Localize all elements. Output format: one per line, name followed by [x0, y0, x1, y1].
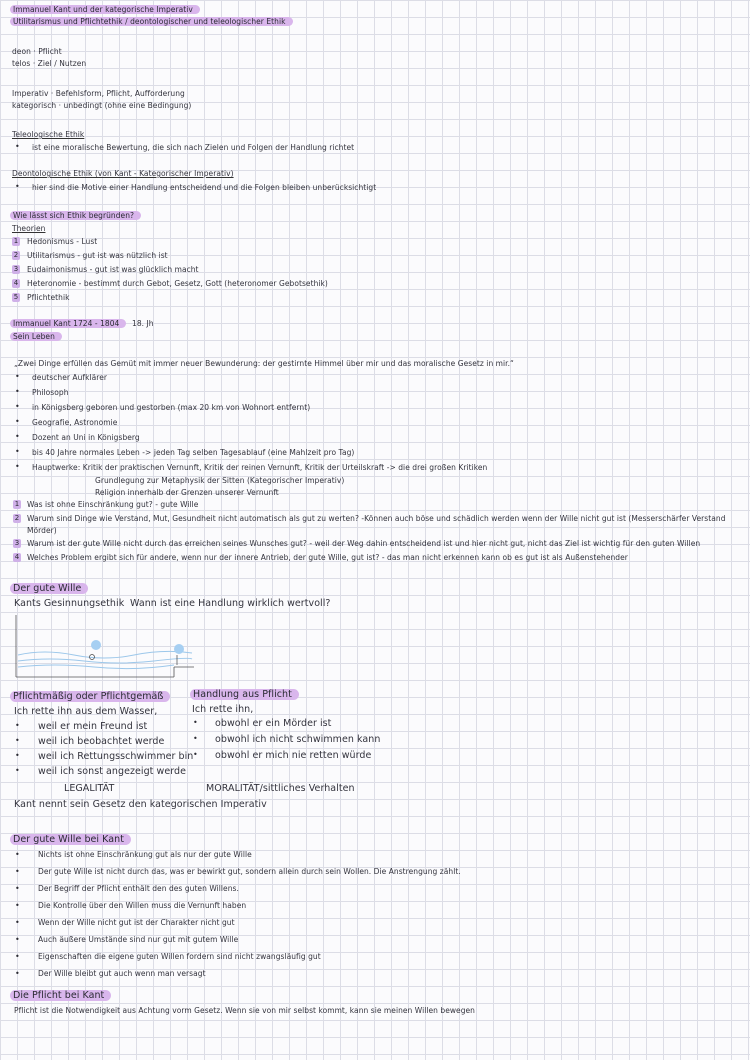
bullet-icon: •: [193, 734, 198, 743]
theory-item: Eudaimonismus - gut ist was glücklich macht: [27, 265, 199, 274]
theory-item: Pflichtethik: [27, 293, 70, 302]
bullet-icon: •: [15, 766, 20, 775]
number-badge: 2: [14, 514, 20, 522]
right-reason: obwohl er mich nie retten würde: [215, 750, 372, 761]
bullet-icon: •: [15, 182, 20, 191]
number-badge: 5: [13, 293, 19, 301]
kant-question: Warum ist der gute Wille nicht durch das erreichen seines Wunsches gut? - weil der Weg dahin entscheidend ist und hier nicht gut, nicht das Ziel ist wichtig für den guten Willen: [27, 539, 701, 548]
rescuer-icon: [174, 644, 184, 654]
bullet-icon: •: [15, 372, 20, 381]
bullet-icon: •: [15, 462, 20, 471]
kant-work: Grundlegung zur Metaphysik der Sitten (Kategorischer Imperativ): [95, 476, 345, 485]
kant-work: Religion innerhalb der Grenzen unserer Vernunft: [95, 488, 279, 497]
teleo-heading: Teleologische Ethik: [12, 130, 85, 139]
wille-point: Nichts ist ohne Einschränkung gut als nur der gute Wille: [38, 850, 252, 859]
guter-wille-heading: Der gute Wille: [10, 582, 88, 595]
bullet-icon: •: [15, 402, 20, 411]
deonto-text: hier sind die Motive einer Handlung entscheidend und die Folgen bleiben unberücksichtigt: [32, 183, 377, 192]
definition-telos: telos · Ziel / Nutzen: [12, 59, 87, 68]
number-badge: 2: [13, 251, 19, 259]
number-badge: 4: [13, 279, 19, 287]
definition-deon: deon · Pflicht: [12, 47, 62, 56]
kant-fact: Philosoph: [32, 388, 69, 397]
kant-question: Warum sind Dinge wie Verstand, Mut, Gesundheit nicht automatisch als gut zu werten? -Können auch böse und schädlich werden wenn der Wille nicht gut ist (Messerschärfer Verstand: [27, 514, 726, 523]
left-column-heading: Pflichtmäßig oder Pflichtgemäß: [10, 690, 170, 703]
right-intro: Ich rette ihn,: [192, 704, 254, 715]
bullet-icon: •: [15, 901, 20, 910]
pflicht-heading: Die Pflicht bei Kant: [10, 989, 111, 1002]
wille-point: Die Kontrolle über den Willen muss die Vernunft haben: [38, 901, 247, 910]
kant-fact: Dozent an Uni in Königsberg: [32, 433, 140, 442]
number-badge: 3: [14, 539, 20, 547]
drowning-sketch: [14, 611, 194, 683]
guter-wille-left: Kants Gesinnungsethik: [14, 598, 125, 609]
wille-point: Der Wille bleibt gut auch wenn man versagt: [38, 969, 206, 978]
bullet-icon: •: [193, 718, 198, 727]
kant-question-cont: Mörder): [27, 526, 57, 535]
number-badge: 1: [13, 237, 19, 245]
bullet-icon: •: [15, 935, 20, 944]
left-reason: weil ich beobachtet werde: [38, 736, 165, 747]
bullet-icon: •: [15, 918, 20, 927]
page-subtitle: Utilitarismus und Pflichtethik / deontologischer und teleologischer Ethik: [10, 16, 293, 27]
bullet-icon: •: [15, 850, 20, 859]
legality-label: LEGALITÄT: [64, 783, 115, 794]
number-badge: 3: [13, 265, 19, 273]
bullet-icon: •: [15, 721, 20, 730]
left-reason: weil ich Rettungsschwimmer bin: [38, 751, 194, 762]
theory-item: Heteronomie - bestimmt durch Gebot, Gesetz, Gott (heteronomer Gebotsethik): [27, 279, 328, 288]
number-badge: 1: [14, 500, 20, 508]
kant-name: Immanuel Kant 1724 - 1804: [10, 318, 126, 329]
guter-wille-kant-heading: Der gute Wille bei Kant: [10, 833, 131, 846]
kant-fact: in Königsberg geboren und gestorben (max 20 km von Wohnort entfernt): [32, 403, 311, 412]
theories-question: Wie lässt sich Ethik begründen?: [10, 210, 141, 221]
kant-question: Welches Problem ergibt sich für andere, wenn nur der innere Antrieb, der gute Wille, gut ist? - das man nicht erkennen kann ob es gut ist als Außenstehender: [27, 553, 628, 562]
kant-life-label: Sein Leben: [10, 331, 62, 342]
kant-quote: „Zwei Dinge erfüllen das Gemüt mit immer neuer Bewunderung: der gestirnte Himmel über mir und das moralische Gesetz in mir.“: [14, 359, 514, 368]
bullet-icon: •: [15, 142, 20, 151]
definition-kategorisch: kategorisch · unbedingt (ohne eine Bedingung): [12, 101, 192, 110]
bullet-icon: •: [193, 750, 198, 759]
wille-point: Eigenschaften die eigene guten Willen fordern sind nicht zwangsläufig gut: [38, 952, 321, 961]
theories-label: Theorien: [12, 224, 46, 233]
wille-point: Der Begriff der Pflicht enthält den des guten Willens.: [38, 884, 239, 893]
teleo-text: ist eine moralische Bewertung, die sich nach Zielen und Folgen der Handlung richtet: [32, 143, 355, 152]
right-reason: obwohl er ein Mörder ist: [215, 718, 332, 729]
right-reason: obwohl ich nicht schwimmen kann: [215, 734, 381, 745]
kant-fact: Hauptwerke: Kritik der praktischen Vernunft, Kritik der reinen Vernunft, Kritik der Urteilskraft -> die drei großen Kritiken: [32, 463, 488, 472]
theory-item: Utilitarismus - gut ist was nützlich ist: [27, 251, 168, 260]
imperative-note: Kant nennt sein Gesetz den kategorischen Imperativ: [14, 799, 267, 810]
swimmer-icon: [91, 640, 101, 650]
bullet-icon: •: [15, 417, 20, 426]
bullet-icon: •: [15, 387, 20, 396]
page-title: Immanuel Kant und der kategorische Imperativ: [10, 4, 200, 15]
wille-point: Wenn der Wille nicht gut ist der Charakter nicht gut: [38, 918, 235, 927]
bullet-icon: •: [15, 447, 20, 456]
kant-question: Was ist ohne Einschränkung gut? - gute Wille: [27, 500, 199, 509]
kant-fact: deutscher Aufklärer: [32, 373, 108, 382]
bullet-icon: •: [15, 751, 20, 760]
bullet-icon: •: [15, 867, 20, 876]
kant-fact: Geografie, Astronomie: [32, 418, 118, 427]
kant-century: 18. Jh: [132, 319, 154, 328]
morality-label: MORALITÄT/sittliches Verhalten: [206, 783, 355, 794]
bullet-icon: •: [15, 952, 20, 961]
left-intro: Ich rette ihn aus dem Wasser,: [14, 706, 158, 717]
wille-point: Der gute Wille ist nicht durch das, was er bewirkt gut, sondern allein durch sein Wollen. Die Anstrengung zählt.: [38, 867, 461, 876]
bullet-icon: •: [15, 432, 20, 441]
bullet-icon: •: [15, 736, 20, 745]
pflicht-text: Pflicht ist die Notwendigkeit aus Achtung vorm Gesetz. Wenn sie von mir selbst kommt, kann sie meinen Willen bewegen: [14, 1006, 475, 1015]
bullet-icon: •: [15, 969, 20, 978]
theory-item: Hedonismus - Lust: [27, 237, 98, 246]
left-reason: weil er mein Freund ist: [38, 721, 148, 732]
bullet-icon: •: [15, 884, 20, 893]
deonto-heading: Deontologische Ethik (von Kant - Kategorischer Imperativ): [12, 169, 234, 178]
right-column-heading: Handlung aus Pflicht: [190, 688, 299, 701]
definition-imperativ: Imperativ · Befehlsform, Pflicht, Aufforderung: [12, 89, 185, 98]
guter-wille-right: Wann ist eine Handlung wirklich wertvoll?: [130, 598, 331, 609]
wille-point: Auch äußere Umstände sind nur gut mit gutem Wille: [38, 935, 239, 944]
number-badge: 4: [14, 553, 20, 561]
kant-fact: bis 40 Jahre normales Leben -> jeden Tag selben Tagesablauf (eine Mahlzeit pro Tag): [32, 448, 355, 457]
left-reason: weil ich sonst angezeigt werde: [38, 766, 186, 777]
